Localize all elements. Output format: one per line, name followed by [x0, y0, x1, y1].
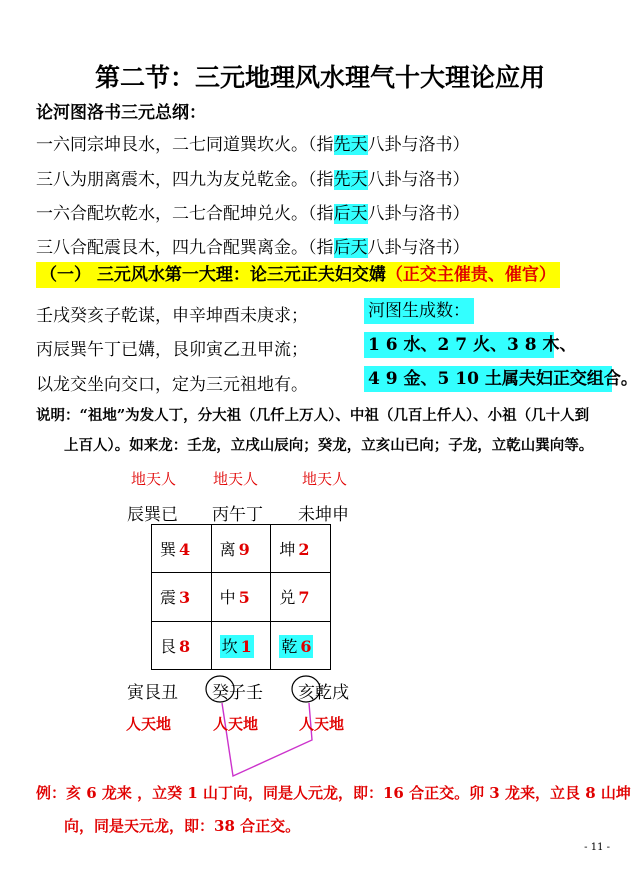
rule-verse-2: 丙辰巽午丁已媾，艮卯寅乙丑甲流； — [36, 340, 308, 360]
highlight-term: 后天 — [333, 204, 368, 224]
verse-text: 八卦与洛书） — [367, 238, 470, 258]
group-bottom-mid-rest: 子壬 — [229, 683, 263, 703]
grid-cell-dui: 兑 7 — [271, 573, 331, 621]
grid-cell-qian: 乾 6 — [271, 621, 331, 669]
rule-verse-1: 壬戌癸亥子乾谋，申辛坤酉未庚求； — [36, 306, 308, 326]
grid-cell-li: 离 9 — [211, 525, 271, 573]
note-line-1: 说明：“祖地”为发人丁，分大祖（几仟上万人）、中祖（几百上仟人）、小祖（几十人到 — [36, 407, 590, 424]
page-title: 第二节：三元地理风水理气十大理论应用 — [94, 63, 545, 92]
rule-verse-3: 以龙交坐向交口，定为三元祖地有。 — [36, 375, 308, 395]
grid-cell-kun: 坤 2 — [271, 525, 331, 573]
group-bottom-right-rest: 乾戌 — [315, 683, 349, 703]
section-heading-note: （正交主催贵、催官） — [385, 265, 556, 285]
group-top-right: 未坤申 — [298, 505, 349, 525]
verse-text: 一六合配坎乾水，二七合配坤兑火。（指 — [36, 204, 334, 224]
label-bottom-right: 人天地 — [299, 715, 345, 733]
highlight-term: 后天 — [333, 238, 368, 258]
verse-text: 三八合配震艮木，四九合配巽离金。（指 — [36, 238, 334, 258]
grid-cell-kan: 坎 1 — [211, 621, 271, 669]
intro-heading: 论河图洛书三元总纲： — [36, 103, 206, 123]
label-bottom-mid: 人天地 — [213, 715, 259, 733]
hetu-line-2: 4 9 金、5 10 土属夫妇正交组合。 — [364, 366, 612, 392]
circle-hai — [292, 676, 320, 702]
highlight-term: 先天 — [333, 170, 368, 190]
circled-gui: 癸 — [212, 683, 229, 703]
verse-text: 八卦与洛书） — [367, 204, 470, 224]
group-top-left: 辰巽已 — [127, 505, 178, 525]
verse-text: 三八为朋离震木，四九为友兑乾金。（指 — [36, 170, 334, 190]
grid-cell-xun: 巽 4 — [152, 525, 212, 573]
label-bottom-left: 人天地 — [126, 715, 172, 733]
hetu-heading: 河图生成数： — [364, 298, 474, 324]
highlight-term: 先天 — [333, 135, 368, 155]
verse-text: 八卦与洛书） — [367, 135, 470, 155]
note-line-2: 上百人）。如来龙：壬龙，立戌山辰向；癸龙，立亥山已向；子龙，立乾山巽向等。 — [64, 437, 594, 454]
label-top-right: 地天人 — [302, 470, 348, 488]
label-top-mid: 地天人 — [213, 470, 259, 488]
label-top-left: 地天人 — [131, 470, 177, 488]
section-heading-text: （一） 三元风水第一大理：论三元正夫妇交媾 — [40, 265, 386, 285]
page-number: - 11 - — [584, 842, 610, 853]
circled-hai: 亥 — [298, 683, 315, 703]
group-bottom-left: 寅艮丑 — [127, 683, 178, 703]
grid-cell-zhong: 中 5 — [211, 573, 271, 621]
grid-cell-zhen: 震 3 — [152, 573, 212, 621]
group-top-mid: 丙午丁 — [212, 505, 263, 525]
verse-text: 八卦与洛书） — [367, 170, 470, 190]
circle-gui — [206, 676, 234, 702]
example-line-1: 例：亥 6 龙来 ，立癸 1 山丁向，同是人元龙，即：16 合正交。卯 3 龙来，立艮 8 山坤 — [36, 784, 631, 802]
grid-cell-gen: 艮 8 — [152, 621, 212, 669]
verse-text: 一六同宗坤艮水，二七同道巽坎火。（指 — [36, 135, 334, 155]
example-line-2: 向，同是天元龙，即：38 合正交。 — [64, 817, 301, 835]
hetu-line-1: 1 6 水、2 7 火、3 8 木、 — [364, 332, 554, 358]
